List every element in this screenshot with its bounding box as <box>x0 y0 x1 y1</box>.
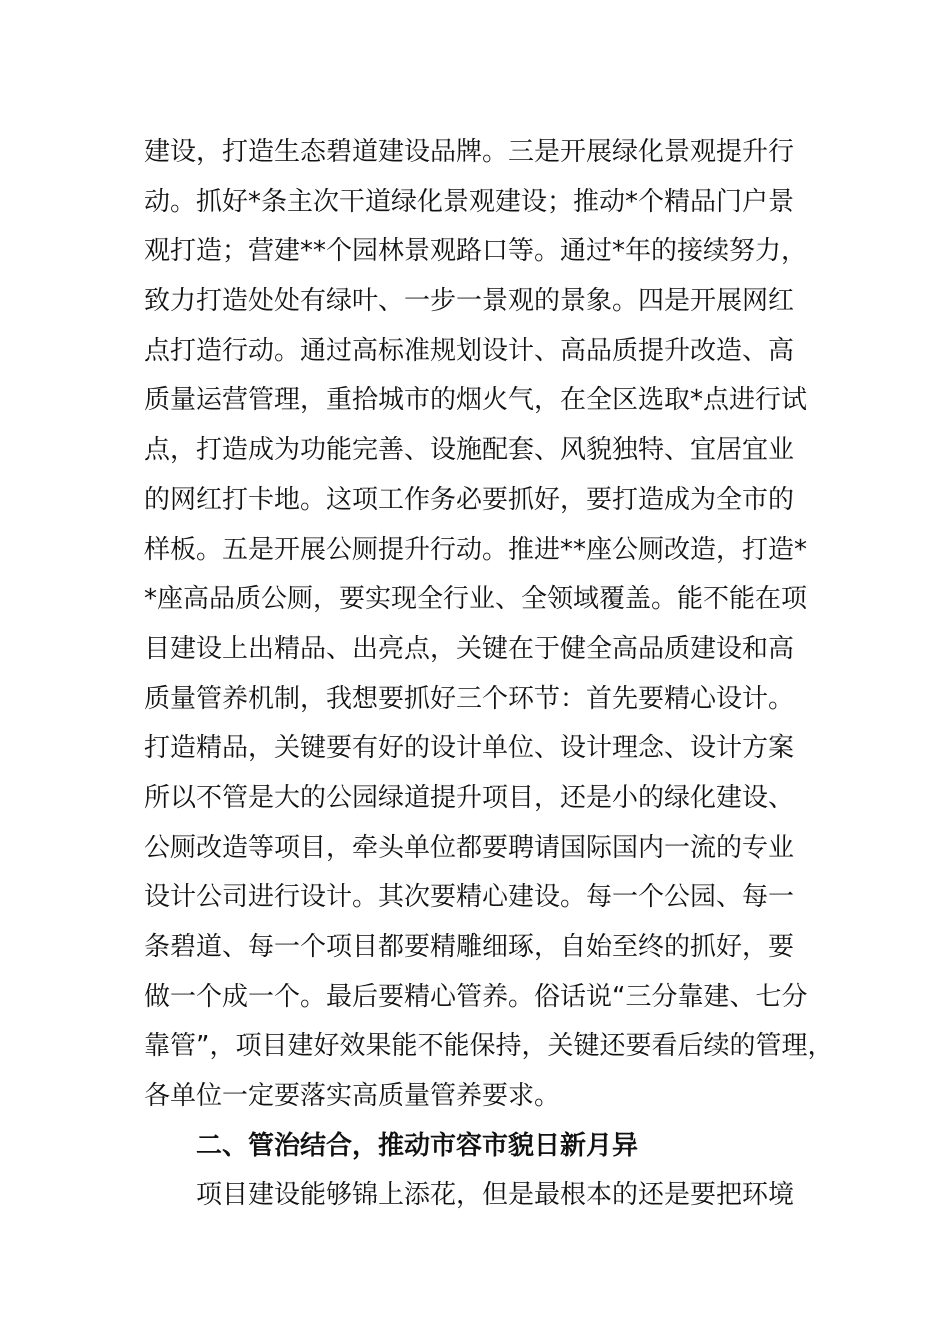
text-line: 建设，打造生态碧道建设品牌。三是开展绿化景观提升行 <box>144 137 795 167</box>
text-line: 观打造；营建**个园林景观路口等。通过*年的接续努力， <box>144 236 808 267</box>
text-line: 条碧道、每一个项目都要精雕细琢，自始至终的抓好，要 <box>144 932 795 962</box>
text-line: *座高品质公厕，要实现全行业、全领域覆盖。能不能在项 <box>144 584 808 615</box>
text-line: 的网红打卡地。这项工作务必要抓好，要打造成为全市的 <box>144 484 795 515</box>
text-line: 公厕改造等项目，牵头单位都要聘请国际国内一流的专业 <box>144 832 795 863</box>
paragraph-start-line: 项目建设能够锦上添花，但是最根本的还是要把环境 <box>196 1180 795 1211</box>
text-line: 质量管养机制，我想要抓好三个环节：首先要精心设计。 <box>144 683 795 714</box>
text-line: 动。抓好*条主次干道绿化景观建设；推动*个精品门户景 <box>144 186 795 217</box>
text-line: 质量运营管理，重拾城市的烟火气，在全区选取*点进行试 <box>144 385 808 416</box>
text-line: 点，打造成为功能完善、设施配套、风貌独特、宜居宜业 <box>144 435 795 466</box>
text-line: 致力打造处处有绿叶、一步一景观的景象。四是开展网红 <box>144 286 795 317</box>
text-line: 点打造行动。通过高标准规划设计、高品质提升改造、高 <box>144 335 795 366</box>
text-line: 所以不管是大的公园绿道提升项目，还是小的绿化建设、 <box>144 782 795 813</box>
text-line: 目建设上出精品、出亮点，关键在于健全高品质建设和高 <box>144 633 795 664</box>
text-line: 样板。五是开展公厕提升行动。推进**座公厕改造，打造* <box>144 534 808 565</box>
text-line: 各单位一定要落实高质量管养要求。 <box>144 1081 561 1112</box>
text-line: 做一个成一个。最后要精心管养。俗话说“三分靠建、七分 <box>144 981 808 1012</box>
section-heading: 二、管治结合，推动市容市貌日新月异 <box>196 1130 639 1161</box>
text-line: 设计公司进行设计。其次要精心建设。每一个公园、每一 <box>144 882 795 913</box>
text-line: 打造精品，关键要有好的设计单位、设计理念、设计方案 <box>144 733 795 764</box>
text-line: 靠管”，项目建好效果能不能保持，关键还要看后续的管理， <box>144 1031 834 1062</box>
body-text <box>144 128 844 1221</box>
